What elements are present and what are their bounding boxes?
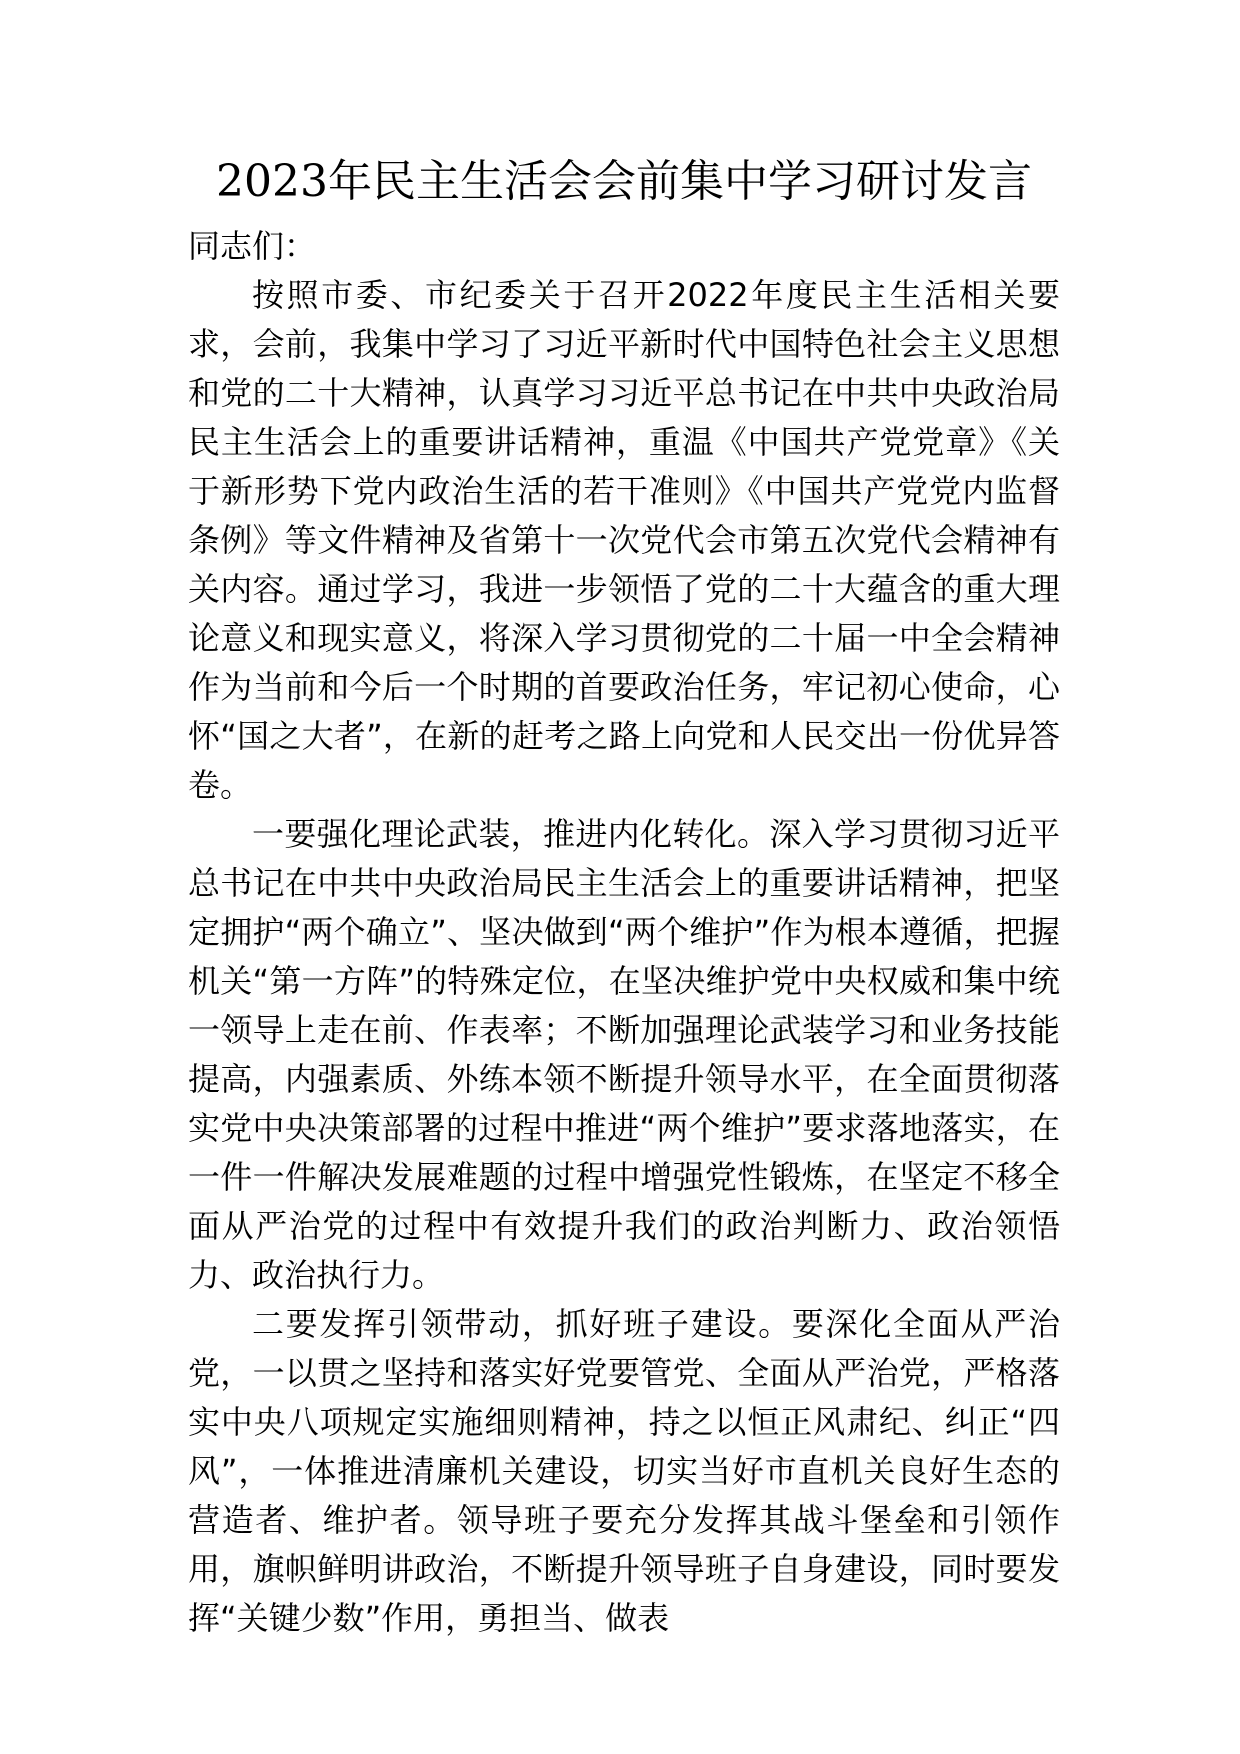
paragraph-theory: 一要强化理论武装，推进内化转化。深入学习贯彻习近平总书记在中共中央政治局民主生活会上的重要讲话精神，把坚定拥护“两个确立”、坚决做到“两个维护”作为根本遵循，把握机关“第一方阵”的特殊定位，在坚决维护党中央权威和集中统一领导上走在前、作表率；不断加强理论武装学习和业务技能提高，内强素质、外练本领不断提升领导水平，在全面贯彻落实党中央决策部署的过程中推进“两个维护”要求落地落实，在一件一件解决发展难题的过程中增强党性锻炼，在坚定不移全面从严治党的过程中有效提升我们的政治判断力、政治领悟力、政治执行力。: [188, 815, 1060, 1294]
document-page: [188, 150, 1060, 1643]
paragraph-intro: 按照市委、市纪委关于召开2022年度民主生活相关要求，会前，我集中学习了习近平新时代中国特色社会主义思想和党的二十大精神，认真学习习近平总书记在中共中央政治局民主生活会上的重要讲话精神，重温《中国共产党党章》《关于新形势下党内政治生活的若干准则》《中国共产党党内监督条例》等文件精神及省第十一次党代会市第五次党代会精神有关内容。通过学习，我进一步领悟了党的二十大蕴含的重大理论意义和现实意义，将深入学习贯彻党的二十届一中全会精神作为当前和今后一个时期的首要政治任务，牢记初心使命，心怀“国之大者”，在新的赶考之路上向党和人民交出一份优异答卷。: [188, 276, 1060, 804]
document-title: 2023年民主生活会会前集中学习研讨发言: [216, 156, 1032, 207]
paragraph-leadership: 二要发挥引领带动，抓好班子建设。要深化全面从严治党，一以贯之坚持和落实好党要管党、全面从严治党，严格落实中央八项规定实施细则精神，持之以恒正风肃纪、纠正“四风”，一体推进清廉机关建设，切实当好市直机关良好生态的营造者、维护者。领导班子要充分发挥其战斗堡垒和引领作用，旗帜鲜明讲政治，不断提升领导班子自身建设，同时要发挥“关键少数”作用，勇担当、做表: [188, 1305, 1060, 1637]
salutation: 同志们：: [188, 227, 317, 265]
